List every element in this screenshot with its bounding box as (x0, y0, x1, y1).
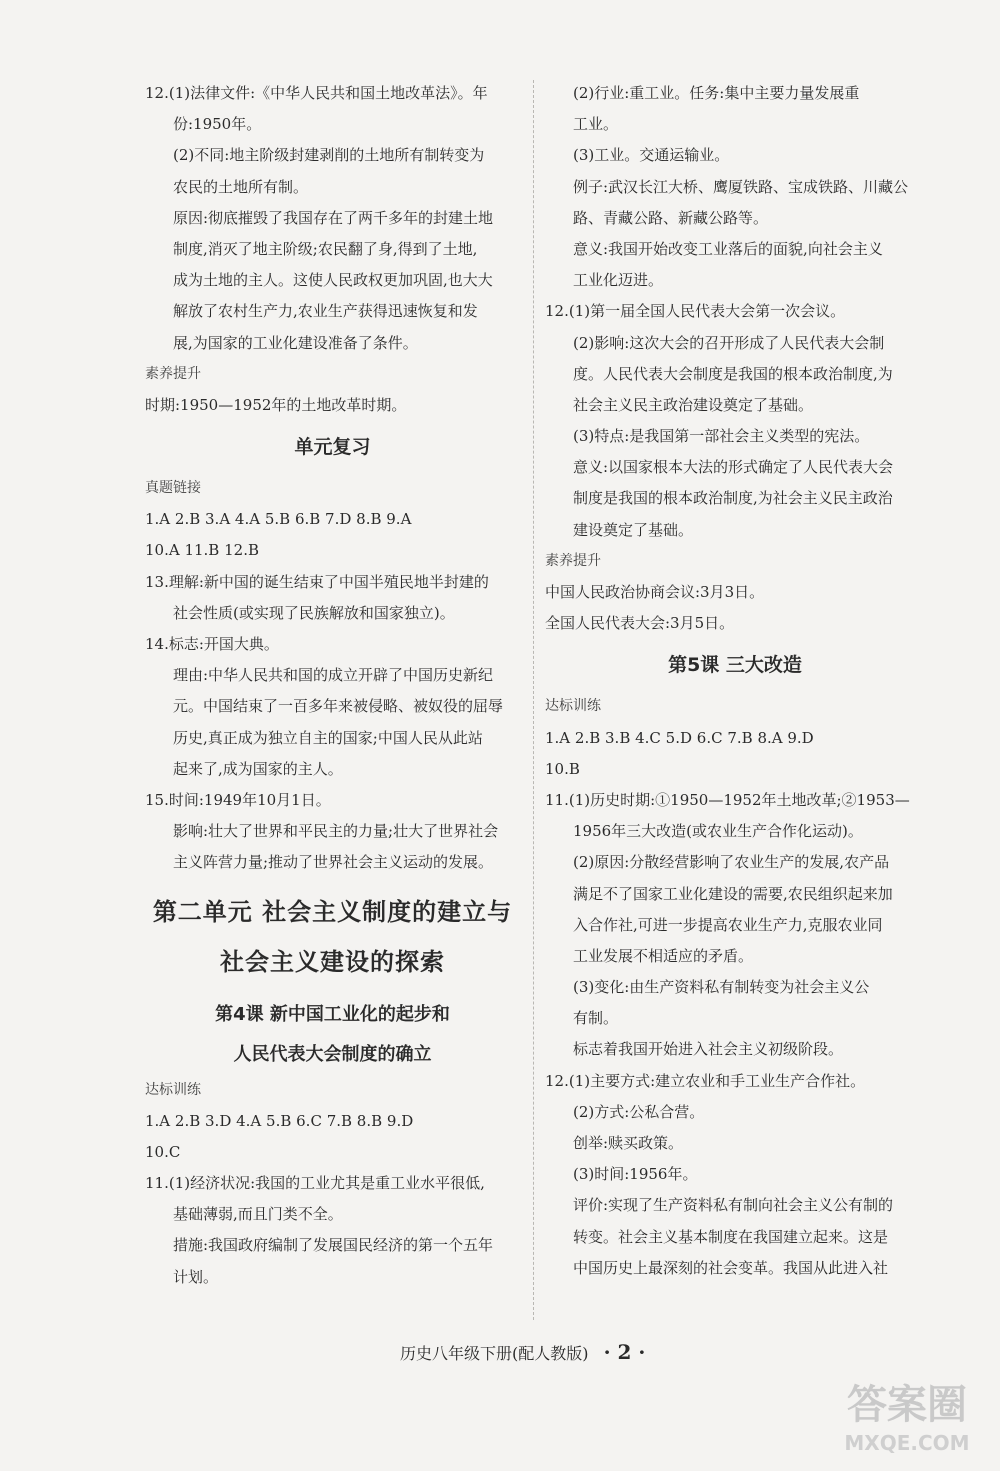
heading: 第5课 三大改造 (668, 654, 802, 677)
text-line: 1.A 2.B 3.A 4.A 5.B 6.B 7.D 8.B 9.A (145, 510, 412, 529)
section-label: 达标训练 (145, 1081, 201, 1098)
text-line: 15.时间:1949年10月1日。 (145, 790, 331, 809)
text-line: 份:1950年。 (173, 115, 262, 134)
section-label: 真题链接 (145, 480, 201, 497)
section-label: 素养提升 (545, 552, 601, 569)
text-line: (3)变化:由生产资料私有制转变为社会主义公 (573, 978, 870, 997)
text-line: 农民的土地所有制。 (173, 177, 309, 196)
text-line: 中国人民政治协商会议:3月3日。 (545, 583, 765, 601)
text-line: 入合作社,可进一步提高农业生产力,克服农业同 (573, 915, 883, 934)
text-line: (2)不同:地主阶级封建剥削的土地所有制转变为 (173, 146, 485, 165)
watermark-title: 答案圈 (847, 1382, 967, 1428)
text-line: 创举:赎买政策。 (573, 1134, 684, 1152)
text-line: (3)工业。交通运输业。 (573, 146, 730, 165)
footer-book-title: 历史八年级下册(配人教版) (400, 1344, 589, 1363)
text-line: 社会性质(或实现了民族解放和国家独立)。 (173, 603, 455, 622)
section-label: 达标训练 (545, 698, 601, 715)
text-line: 社会主义民主政治建设奠定了基础。 (573, 395, 814, 414)
text-line: 主义阵营力量;推动了世界社会主义运动的发展。 (173, 853, 494, 872)
text-line: 建设奠定了基础。 (573, 520, 694, 539)
heading: 第4课 新中国工业化的起步和 (215, 1003, 450, 1025)
text-line: 1.A 2.B 3.D 4.A 5.B 6.C 7.B 8.B 9.D (145, 1111, 414, 1130)
page-number: · 2 · (603, 1340, 646, 1364)
text-line: 评价:实现了生产资料私有制向社会主义公有制的 (573, 1196, 894, 1215)
text-line: 基础薄弱,而且门类不全。 (173, 1205, 343, 1224)
column-divider (533, 80, 535, 1320)
text-line: 计划。 (173, 1267, 219, 1286)
text-line: 1956年三大改造(或农业生产合作化运动)。 (573, 822, 863, 841)
text-line: 历史,真正成为独立自主的国家;中国人民从此站 (173, 728, 483, 747)
text-line: 解放了农村生产力,农业生产获得迅速恢复和发 (173, 302, 478, 321)
watermark-logo (832, 1366, 982, 1461)
text-line: 例子:武汉长江大桥、鹰厦铁路、宝成铁路、川藏公 (573, 177, 909, 196)
text-line: 中国历史上最深刻的社会变革。我国从此进入社 (573, 1258, 889, 1277)
left-column (145, 78, 520, 1293)
text-line: 理由:中华人民共和国的成立开辟了中国历史新纪 (173, 666, 494, 685)
text-line: 转变。社会主义基本制度在我国建立起来。这是 (573, 1227, 889, 1246)
text-line: 展,为国家的工业化建设准备了条件。 (173, 333, 418, 352)
text-line: (2)影响:这次大会的召开形成了人民代表大会制 (573, 333, 885, 352)
text-line: 10.C (145, 1142, 181, 1161)
text-line: 起来了,成为国家的主人。 (173, 759, 343, 778)
text-line: 14.标志:开国大典。 (145, 635, 279, 653)
text-line: 工业发展不相适应的矛盾。 (573, 946, 754, 965)
text-line: 10.A 11.B 12.B (145, 541, 259, 560)
text-line: 元。中国结束了一百多年来被侵略、被奴役的屈辱 (173, 697, 504, 716)
watermark-url: MXQE.COM (844, 1431, 970, 1455)
text-line: 制度,消灭了地主阶级;农民翻了身,得到了土地, (173, 239, 478, 258)
heading: 人民代表大会制度的确立 (233, 1043, 432, 1065)
text-line: 12.(1)第一届全国人民代表大会第一次会议。 (545, 302, 846, 321)
page-footer (400, 1340, 645, 1364)
text-line: 11.(1)历史时期:①1950—1952年土地改革;②1953— (545, 790, 910, 809)
text-line: 意义:我国开始改变工业落后的面貌,向社会主义 (573, 239, 883, 258)
text-line: 意义:以国家根本大法的形式确定了人民代表大会 (573, 458, 894, 477)
text-line: 12.(1)法律文件:《中华人民共和国土地改革法》。年 (145, 84, 488, 102)
heading: 单元复习 (294, 436, 371, 459)
text-line: 工业。 (573, 115, 619, 134)
text-line: 12.(1)主要方式:建立农业和手工业生产合作社。 (545, 1071, 866, 1090)
text-line: (2)原因:分散经营影响了农业生产的发展,农产品 (573, 853, 890, 872)
heading: 第二单元 社会主义制度的建立与 (152, 897, 513, 926)
text-line: 时期:1950—1952年的土地改革时期。 (145, 395, 407, 414)
text-line: 工业化迈进。 (573, 271, 664, 290)
text-line: 影响:壮大了世界和平民主的力量;壮大了世界社会 (173, 822, 499, 841)
text-line: 11.(1)经济状况:我国的工业尤其是重工业水平很低, (145, 1174, 485, 1193)
text-line: 10.B (545, 759, 580, 778)
right-column (545, 78, 925, 1284)
text-line: (3)时间:1956年。 (573, 1165, 698, 1184)
text-line: 标志着我国开始进入社会主义初级阶段。 (573, 1040, 844, 1059)
text-line: 度。人民代表大会制度是我国的根本政治制度,为 (573, 364, 893, 383)
text-line: 有制。 (573, 1009, 619, 1028)
text-line: (2)方式:公私合营。 (573, 1102, 705, 1121)
text-line: 制度是我国的根本政治制度,为社会主义民主政治 (573, 489, 893, 508)
text-line: 原因:彻底摧毁了我国存在了两千多年的封建土地 (173, 208, 494, 227)
spacer (145, 987, 520, 995)
heading: 社会主义建设的探索 (220, 947, 445, 976)
text-line: 成为土地的主人。这使人民政权更加巩固,也大大 (173, 271, 493, 290)
text-line: 措施:我国政府编制了发展国民经济的第一个五年 (173, 1236, 494, 1255)
spacer (145, 879, 520, 887)
text-line: (3)特点:是我国第一部社会主义类型的宪法。 (573, 427, 870, 446)
text-line: 路、青藏公路、新藏公路等。 (573, 208, 769, 227)
text-line: (2)行业:重工业。任务:集中主要力量发展重 (573, 84, 860, 102)
text-line: 13.理解:新中国的诞生结束了中国半殖民地半封建的 (145, 572, 489, 591)
text-line: 1.A 2.B 3.B 4.C 5.D 6.C 7.B 8.A 9.D (545, 728, 814, 747)
text-line: 满足不了国家工业化建设的需要,农民组织起来加 (573, 884, 893, 903)
section-label: 素养提升 (145, 365, 201, 382)
text-line: 全国人民代表大会:3月5日。 (545, 614, 735, 633)
